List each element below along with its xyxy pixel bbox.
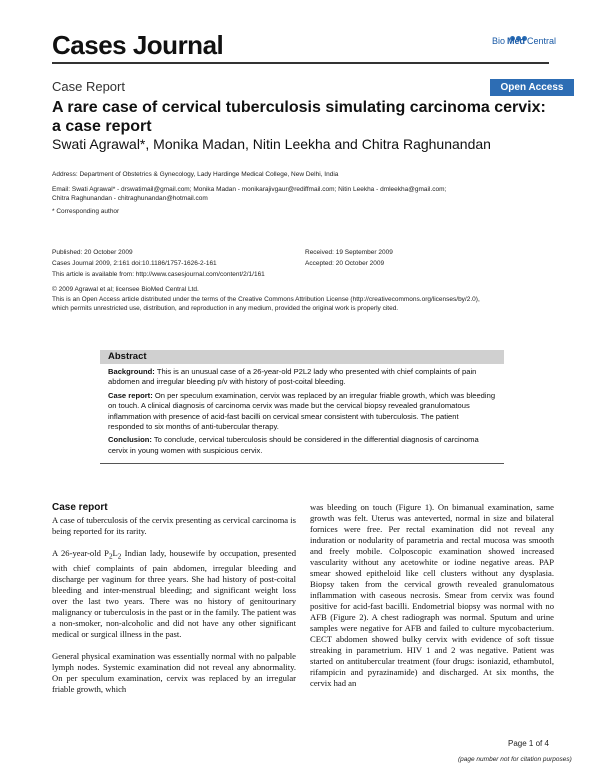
paragraph-1: A case of tuberculosis of the cervix presenting as cervical carcinoma is being reported for its rarity. bbox=[52, 515, 296, 536]
abstract-body bbox=[100, 364, 504, 463]
p2-part-c: Indian lady, housewife by occupation, presented with chief complaints of pain abdomen, irregular bleeding and discharge per vaginum for three years. She had history of post-coital bleeding and inter-menstrual bleeding; and significant weight loss over the last two years. There was no history of genitourinary malignancy or tuberculosis in the past or in the family. The patient was a non-smoker, non-alcoholic and did not have any other significant medical or surgical illness in the past. bbox=[52, 548, 296, 639]
abstract-case-report bbox=[108, 391, 496, 433]
abstract-conclusion bbox=[108, 435, 496, 456]
published-date: Published: 20 October 2009 bbox=[52, 249, 133, 256]
abstract-heading: Abstract bbox=[100, 350, 504, 364]
case-report-text: On per speculum examination, cervix was replaced by an irregular friable growth, which was bleeding on touch. A clinical diagnosis of carcinoma cervix was made but the cervical biopsy revealed granulomatous inflammation with presence of acid-fast bacilli on cervical smear consistent with tuberculosis. The patient responded to six months of anti-tubercular therapy. bbox=[108, 390, 496, 432]
article-title: A rare case of cervical tuberculosis simulating carcinoma cervix: a case report bbox=[52, 99, 546, 135]
p2-sub-2: 2 bbox=[117, 552, 122, 561]
author-address: Address: Department of Obstetrics & Gynecology, Lady Hardinge Medical College, New Delhi, India bbox=[52, 171, 339, 178]
corresponding-author: * Corresponding author bbox=[52, 208, 120, 215]
email-line-1[interactable]: Email: Swati Agrawal* - drswatimail@gmail.com; Monika Madan - monikarajivgaur@rediffmail.com; Nitin Leekha - dmleekha@gmail.com; bbox=[52, 186, 447, 193]
article-type: Case Report bbox=[52, 79, 125, 94]
p2-part-b: L bbox=[112, 548, 118, 558]
conclusion-label: Conclusion: bbox=[108, 435, 152, 445]
abstract-rule bbox=[100, 463, 504, 464]
page-note: (page number not for citation purposes) bbox=[458, 756, 572, 763]
background-label: Background: bbox=[108, 367, 155, 376]
paragraph-right: was bleeding on touch (Figure 1). On bimanual examination, same growth was felt. Uterus was anteverted, normal in size and bilateral fornices were free. Per rectal examination did not reveal any induration or nodularity of parametria and rectal mucosa was smooth and freely mobile. Colposcopic examination showed increased vascularity without any acetowhite or iodine negative areas. PAP smear showed epitheloid like cell clusters without any dysplasia. Biopsy taken from the cervical growth revealed granulomatous inflammation with caseous necrosis. Smear from cervix was found positive for acid-fast bacilli. Endometrial biopsy was normal with no AFB (Figure 2). A chest radiograph was normal. Sputum and urine samples were negative for AFB and failed to culture mycobacterium. CECT abdomen showed bulky cervix with evidence of soft tissue streaking in parametrium. HIV 1 and 2 was negative. Patient was started on antitubercular treatment (four drugs: isoniazid, ethambutol, rifampicin and pyrazinamide) and discharged. At six months, the cervix had an bbox=[310, 502, 554, 688]
case-report-label: Case report: bbox=[108, 390, 153, 400]
license-line-2: which permits unrestricted use, distribution, and reproduction in any medium, provided the original work is properly cited. bbox=[52, 305, 399, 312]
author-emails[interactable] bbox=[52, 185, 446, 203]
license-line-1[interactable]: This is an Open Access article distributed under the terms of the Creative Commons Attribution License (http://creativecommons.org/licenses/by/2.0), bbox=[52, 296, 480, 303]
open-access-badge: Open Access bbox=[490, 79, 574, 96]
p2-sub-1: 2 bbox=[108, 552, 113, 561]
background-text: This is an unusual case of a 26-year-old P2L2 lady who presented with chief complaints of pain abdomen and irregular bleeding p/v with history of post-coital bleeding. bbox=[108, 367, 477, 387]
article-url[interactable]: This article is available from: http://www.casesjournal.com/content/2/1/161 bbox=[52, 271, 265, 278]
accepted-date: Accepted: 20 October 2009 bbox=[305, 260, 385, 267]
paragraph-3: General physical examination was essentially normal with no palpable lymph nodes. Systemic examination did not reveal any abnormality. On per speculum examination, cervix was replaced by an irregular friable growth, which bbox=[52, 650, 296, 694]
body-column-left bbox=[52, 502, 296, 706]
brand-bio: Bio bbox=[492, 36, 506, 46]
p2-part-a: A 26-year-old P bbox=[52, 548, 109, 558]
paragraph-2 bbox=[52, 548, 296, 640]
citation: Cases Journal 2009, 2:161 doi:10.1186/1757-1626-2-161 bbox=[52, 260, 217, 267]
conclusion-text: To conclude, cervical tuberculosis should be considered in the differential diagnosis of carcinoma cervix in young women with suspicious cervix. bbox=[108, 435, 479, 455]
journal-title: Cases Journal bbox=[52, 30, 224, 60]
copyright: © 2009 Agrawal et al; licensee BioMed Central Ltd. bbox=[52, 286, 199, 293]
brand-central: Central bbox=[527, 36, 557, 46]
brand-med: Med bbox=[507, 36, 526, 46]
article-authors: Swati Agrawal*, Monika Madan, Nitin Leekha and Chitra Raghunandan bbox=[52, 136, 491, 152]
abstract-box bbox=[100, 350, 504, 464]
header-rule bbox=[52, 62, 549, 64]
page-number: Page 1 of 4 bbox=[508, 739, 549, 748]
received-date: Received: 19 September 2009 bbox=[305, 249, 393, 256]
license bbox=[52, 295, 480, 313]
abstract-background bbox=[108, 367, 496, 388]
body-column-right bbox=[310, 502, 554, 700]
email-line-2[interactable]: Chitra Raghunandan - chitraghunandan@hotmail.com bbox=[52, 195, 208, 202]
biomed-central-logo[interactable] bbox=[492, 36, 556, 46]
section-heading: Case report bbox=[52, 502, 108, 513]
